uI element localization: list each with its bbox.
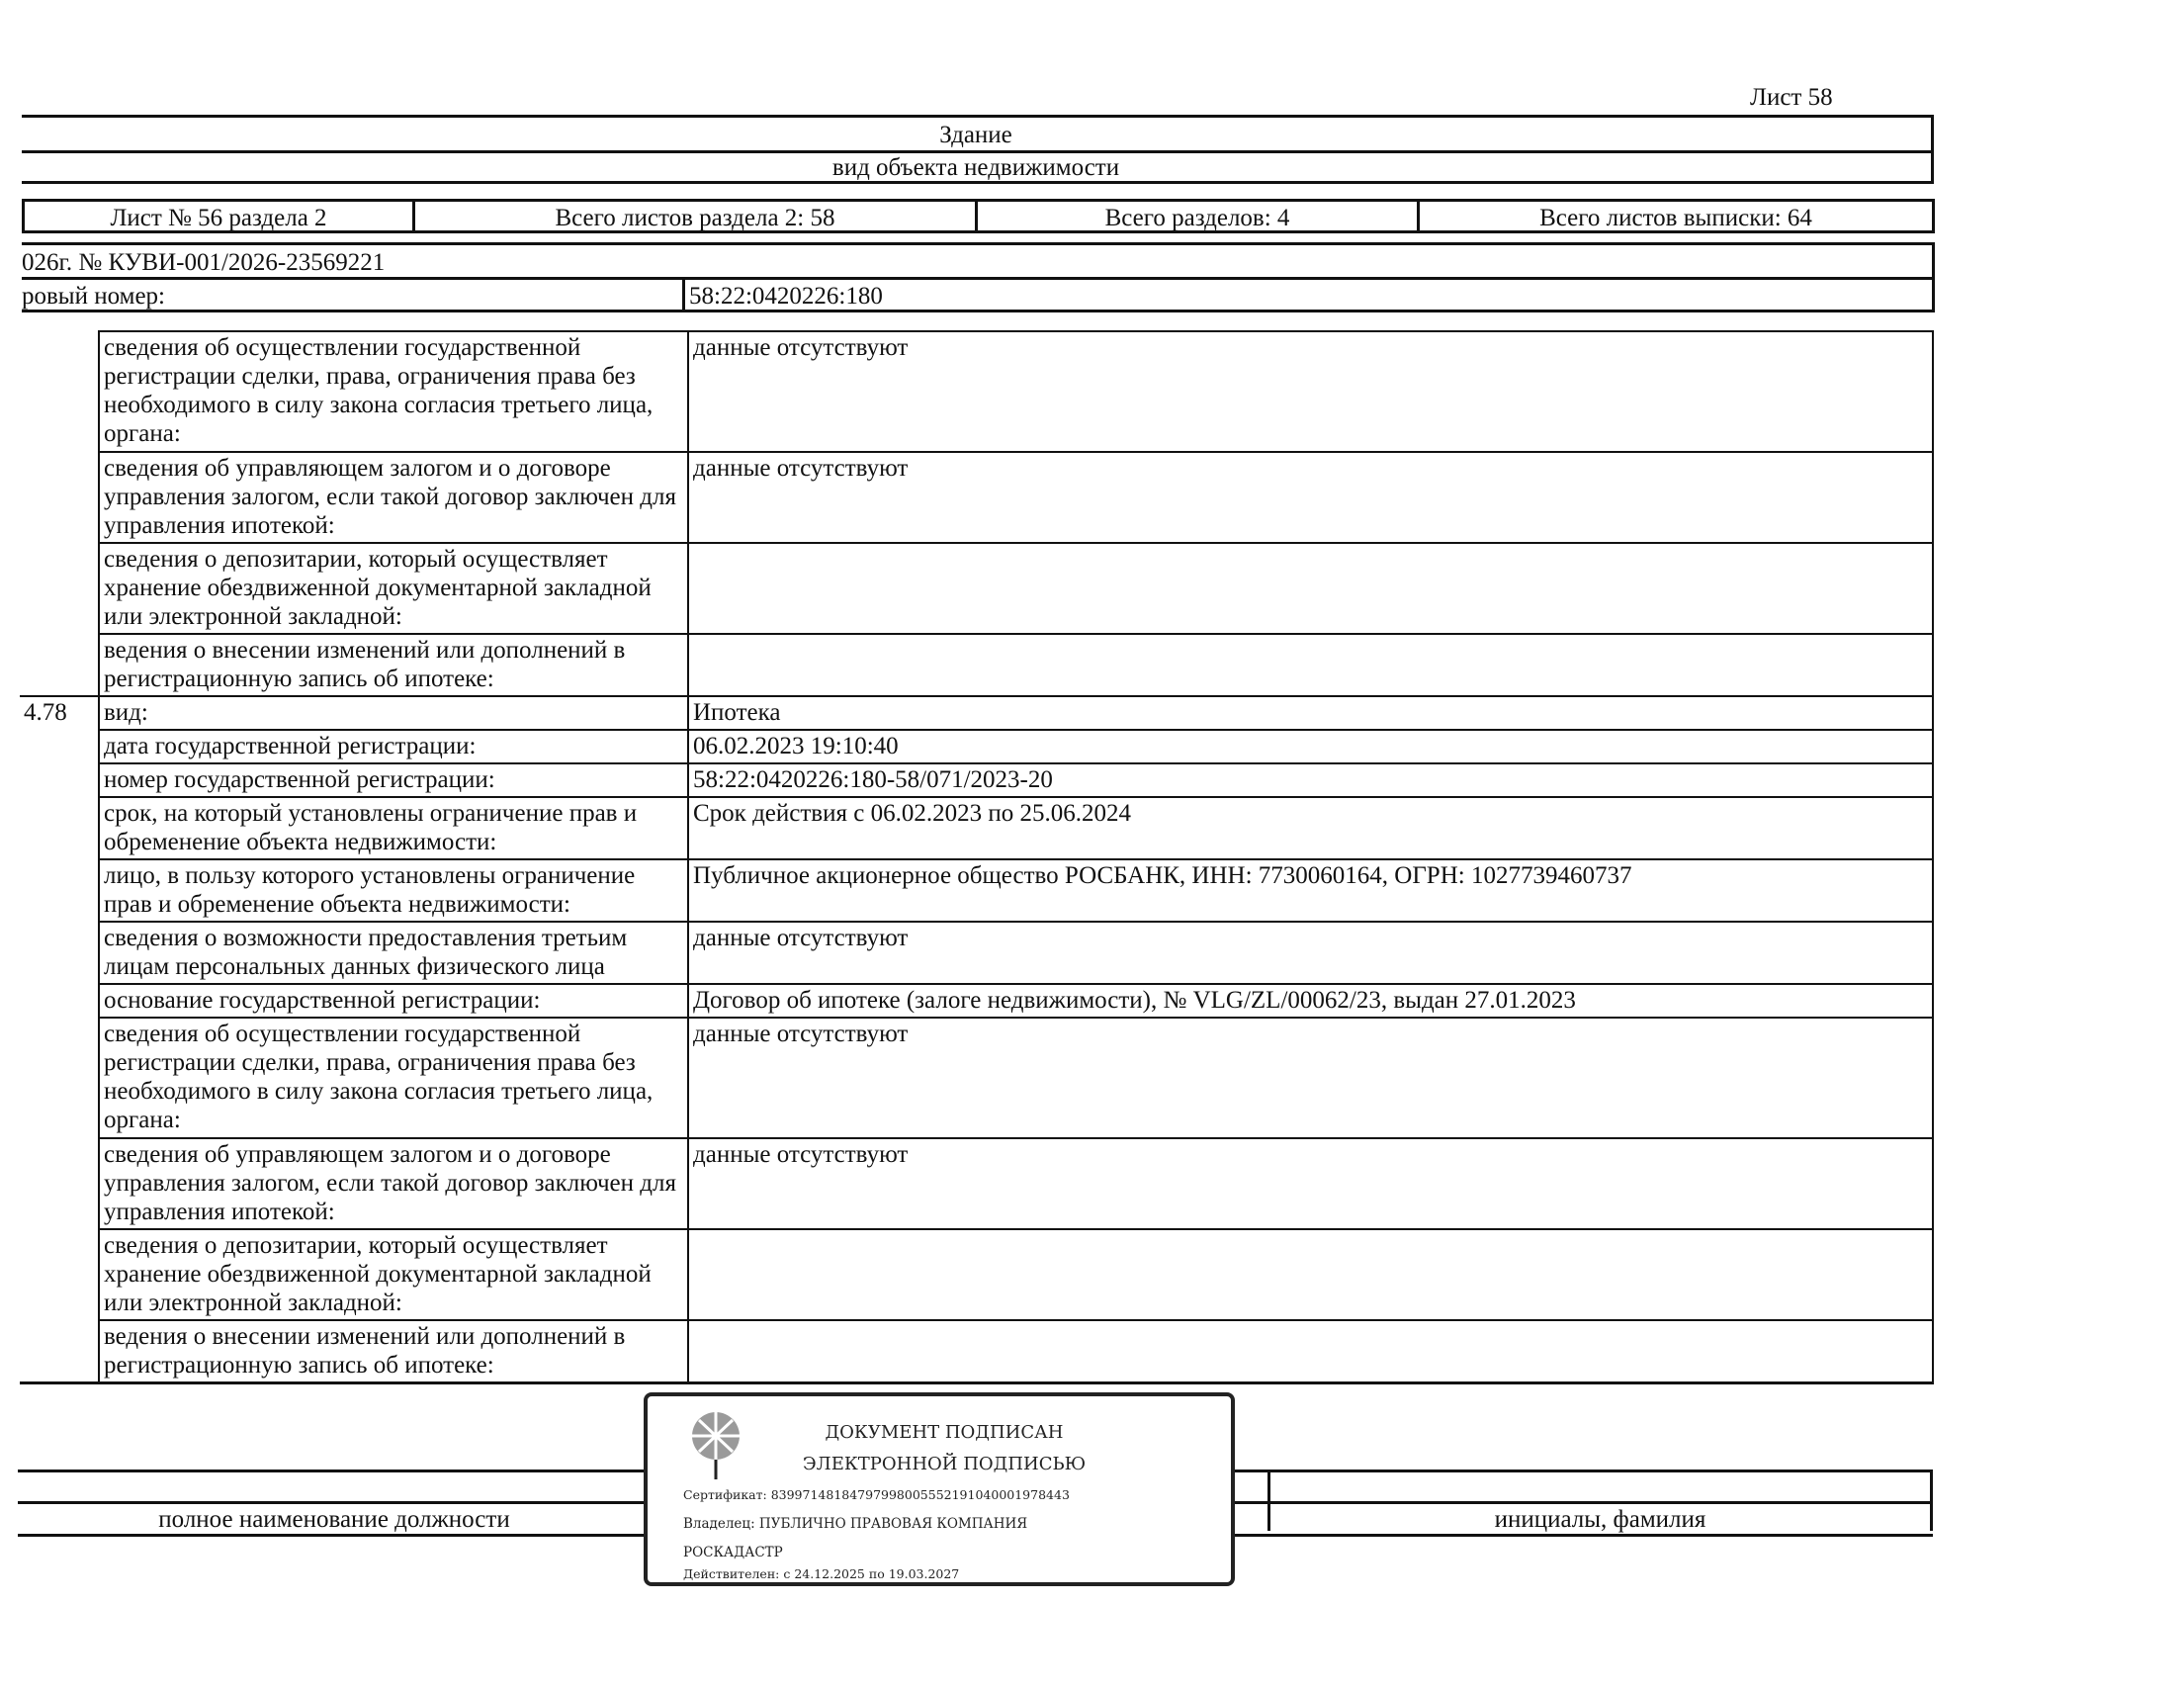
row-value: данные отсутствуют — [688, 331, 1933, 452]
row-number — [20, 1018, 99, 1138]
row-label: сведения о депозитарии, который осуществляет хранение обездвиженной документарной закладной или электронной закладной: — [99, 543, 688, 634]
row-label: номер государственной регистрации: — [99, 763, 688, 797]
name-caption: инициалы, фамилия — [1494, 1505, 1706, 1533]
sheet-number: Лист 58 — [1750, 84, 1833, 111]
cadastral-number: 58:22:0420226:180 — [689, 283, 883, 310]
row-label: сведения об осуществлении государственной регистрации сделки, права, ограничения права без необходимого в силу закона согласия третьего лица, органа: — [99, 331, 688, 452]
sheet-of-section: Лист № 56 раздела 2 — [110, 204, 327, 231]
stamp-certificate: Сертификат: 83997148184797998005552191040001978443 — [683, 1487, 1070, 1502]
row-number — [20, 1138, 99, 1229]
row-label: вид: — [99, 696, 688, 730]
signature-stamp — [644, 1392, 1235, 1586]
stamp-owner-cont: РОСКАДАСТР — [683, 1545, 783, 1560]
total-section-sheets: Всего листов раздела 2: 58 — [555, 204, 835, 231]
row-value — [688, 1229, 1933, 1320]
table-row — [20, 859, 1933, 922]
table-row — [20, 452, 1933, 543]
row-label: сведения об управляющем залогом и о договоре управления залогом, если такой договор заключен для управления ипотекой: — [99, 1138, 688, 1229]
row-label: лицо, в пользу которого установлены ограничение прав и обременение объекта недвижимости: — [99, 859, 688, 922]
table-row — [20, 763, 1933, 797]
row-number — [20, 730, 99, 763]
row-label: срок, на который установлены ограничение прав и обременение объекта недвижимости: — [99, 797, 688, 859]
row-value: данные отсутствуют — [688, 452, 1933, 543]
row-number — [20, 331, 99, 452]
row-number — [20, 763, 99, 797]
row-number — [20, 1320, 99, 1382]
row-value: Договор об ипотеке (залоге недвижимости), № VLG/ZL/00062/23, выдан 27.01.2023 — [688, 984, 1933, 1018]
row-value: 58:22:0420226:180-58/071/2023-20 — [688, 763, 1933, 797]
row-value — [688, 543, 1933, 634]
table-row — [20, 331, 1933, 452]
row-value: Срок действия с 06.02.2023 по 25.06.2024 — [688, 797, 1933, 859]
row-number — [20, 797, 99, 859]
info-bar — [22, 199, 1935, 233]
row-label: ведения о внесении изменений или дополнений в регистрационную запись об ипотеке: — [99, 634, 688, 696]
object-type-caption: вид объекта недвижимости — [831, 153, 1120, 181]
row-value — [688, 1320, 1933, 1382]
stamp-title-2: ЭЛЕКТРОННОЙ ПОДПИСЬЮ — [802, 1454, 1087, 1474]
row-label: основание государственной регистрации: — [99, 984, 688, 1018]
row-number — [20, 922, 99, 984]
position-caption: полное наименование должности — [158, 1505, 510, 1533]
table-row — [20, 1320, 1933, 1382]
object-type: Здание — [939, 121, 1012, 148]
row-number — [20, 984, 99, 1018]
row-value — [688, 634, 1933, 696]
cadastral-label: ровый номер: — [22, 283, 165, 310]
total-extract-sheets: Всего листов выписки: 64 — [1539, 204, 1812, 231]
row-number — [20, 634, 99, 696]
row-number — [20, 543, 99, 634]
row-number — [20, 452, 99, 543]
table-row — [20, 696, 1933, 730]
total-sections: Всего разделов: 4 — [1104, 204, 1290, 231]
table-row — [20, 634, 1933, 696]
extract-number: 026г. № КУВИ-001/2026-23569221 — [22, 249, 386, 276]
table-row — [20, 730, 1933, 763]
rosreestr-emblem — [683, 1408, 752, 1487]
stamp-validity: Действителен: с 24.12.2025 по 19.03.2027 — [683, 1566, 960, 1581]
table-row — [20, 797, 1933, 859]
row-number — [20, 1229, 99, 1320]
table-row — [20, 1018, 1933, 1138]
table-row — [20, 1229, 1933, 1320]
row-label: сведения об осуществлении государственной регистрации сделки, права, ограничения права без необходимого в силу закона согласия третьего лица, органа: — [99, 1018, 688, 1138]
table-row — [20, 543, 1933, 634]
row-value: данные отсутствуют — [688, 922, 1933, 984]
row-value: Ипотека — [688, 696, 1933, 730]
row-label: дата государственной регистрации: — [99, 730, 688, 763]
table-row — [20, 922, 1933, 984]
table-row — [20, 1138, 1933, 1229]
row-label: ведения о внесении изменений или дополнений в регистрационную запись об ипотеке: — [99, 1320, 688, 1382]
row-value: Публичное акционерное общество РОСБАНК, ИНН: 7730060164, ОГРН: 1027739460737 — [688, 859, 1933, 922]
row-number — [20, 859, 99, 922]
table-row — [20, 984, 1933, 1018]
row-value: данные отсутствуют — [688, 1018, 1933, 1138]
row-number: 4.78 — [20, 696, 99, 730]
row-label: сведения о депозитарии, который осуществляет хранение обездвиженной документарной закладной или электронной закладной: — [99, 1229, 688, 1320]
row-label: сведения об управляющем залогом и о договоре управления залогом, если такой договор заключен для управления ипотекой: — [99, 452, 688, 543]
row-value: 06.02.2023 19:10:40 — [688, 730, 1933, 763]
row-label: сведения о возможности предоставления третьим лицам персональных данных физического лица — [99, 922, 688, 984]
encumbrance-table — [20, 330, 1934, 1384]
stamp-title-1: ДОКУМЕНТ ПОДПИСАН — [825, 1422, 1064, 1443]
stamp-owner: Владелец: ПУБЛИЧНО ПРАВОВАЯ КОМПАНИЯ — [683, 1516, 1028, 1532]
row-value: данные отсутствуют — [688, 1138, 1933, 1229]
